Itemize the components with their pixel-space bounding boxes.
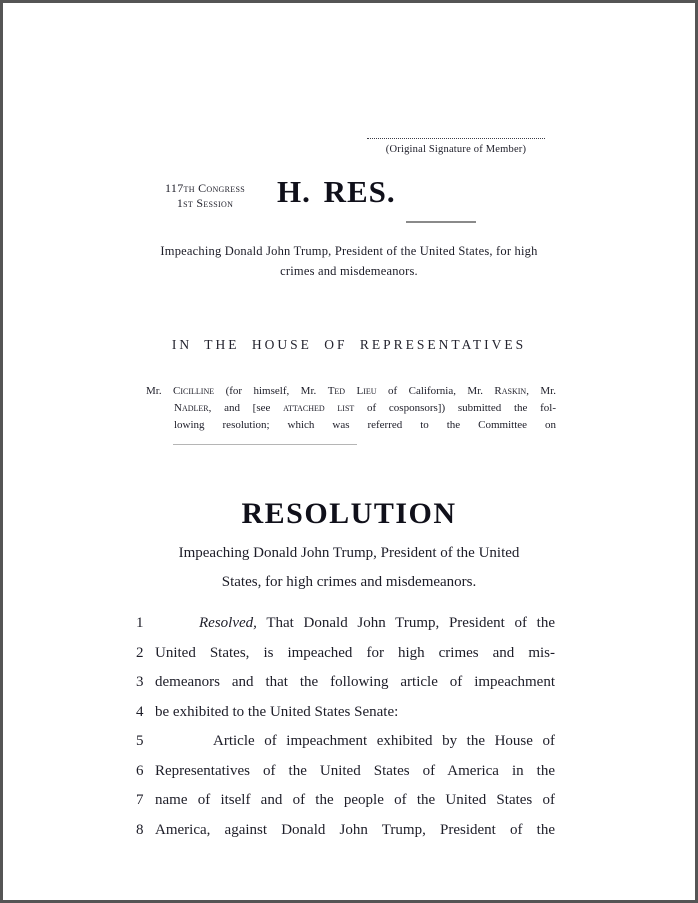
congress-word: Congress	[198, 181, 245, 195]
session-line	[147, 196, 263, 211]
body-line	[136, 786, 695, 816]
line-number: 6	[136, 762, 144, 779]
body-line	[136, 698, 695, 728]
line-text: America, against Donald John Trump, President of the	[155, 821, 555, 838]
resolution-heading: RESOLUTION	[241, 497, 457, 530]
sponsor-name: Cicilline	[173, 385, 215, 397]
line-text: be exhibited to the United States Senate:	[155, 703, 399, 720]
sponsor-line: lowing resolution; which was referred to the Committee on	[174, 419, 556, 431]
line-number: 4	[136, 703, 144, 720]
signature-label: (Original Signature of Member)	[385, 144, 527, 155]
line-number: 7	[136, 792, 144, 808]
measure-title-line1: Impeaching Donald John Trump, President of the United States, for high	[160, 244, 538, 258]
signature-dotted-line	[367, 138, 545, 139]
session-suffix: st	[183, 196, 197, 210]
line-text: Resolved, That Donald John Trump, President of the	[199, 615, 556, 631]
resolved-clause: Resolved,	[199, 615, 257, 631]
resolution-subtitle-line1: Impeaching Donald John Trump, President of the United	[178, 545, 520, 561]
sponsor-line: Mr. Cicilline (for himself, Mr. Ted Lieu of California, Mr. Raskin, Mr.	[146, 385, 556, 397]
signature-block	[367, 138, 545, 155]
session-word: Session	[196, 196, 234, 210]
body-line	[136, 757, 695, 787]
resolution-subtitle-line2: States, for high crimes and misdemeanors.	[221, 574, 477, 590]
bill-header	[147, 175, 695, 223]
body-line	[136, 816, 695, 846]
resolution-body	[3, 609, 695, 845]
bill-number-blank	[406, 221, 476, 223]
resolution-subtitle	[3, 539, 695, 597]
line-text: name of itself and of the people of the United States of	[155, 792, 555, 808]
line-number: 2	[136, 644, 144, 661]
line-text: Article of impeachment exhibited by the House of	[213, 733, 555, 749]
sponsor-line: Nadler, and [see attached list of cosponsors]) submitted the fol-	[174, 402, 557, 414]
sponsor-name: Raskin	[494, 385, 527, 397]
session-number: 1	[176, 196, 184, 210]
sponsor-statement	[146, 383, 556, 434]
line-text: Representatives of the United States of America in the	[155, 762, 555, 779]
committee-name-blank	[173, 444, 357, 445]
line-text: demeanors and that the following article of impeachment	[155, 674, 555, 690]
bill-type-label: H. RES.	[277, 174, 396, 209]
body-line	[136, 727, 695, 757]
chamber-heading: IN THE HOUSE OF REPRESENTATIVES	[171, 337, 527, 352]
congress-number: 117	[165, 181, 184, 195]
line-text: United States, is impeached for high crimes and mis-	[155, 644, 555, 661]
line-number: 3	[136, 674, 144, 690]
body-line	[136, 668, 695, 698]
congress-session-block	[147, 175, 263, 211]
body-line	[136, 609, 695, 639]
measure-title-line2: crimes and misdemeanors.	[280, 264, 418, 278]
congress-line	[147, 181, 263, 196]
sponsor-name: Ted Lieu	[327, 385, 377, 397]
congress-suffix: th	[183, 181, 199, 195]
line-number: 1	[136, 615, 144, 631]
line-number: 5	[136, 733, 144, 749]
sponsor-name: Nadler	[174, 402, 209, 414]
line-number: 8	[136, 821, 144, 838]
body-line	[136, 639, 695, 669]
measure-title	[3, 241, 695, 281]
